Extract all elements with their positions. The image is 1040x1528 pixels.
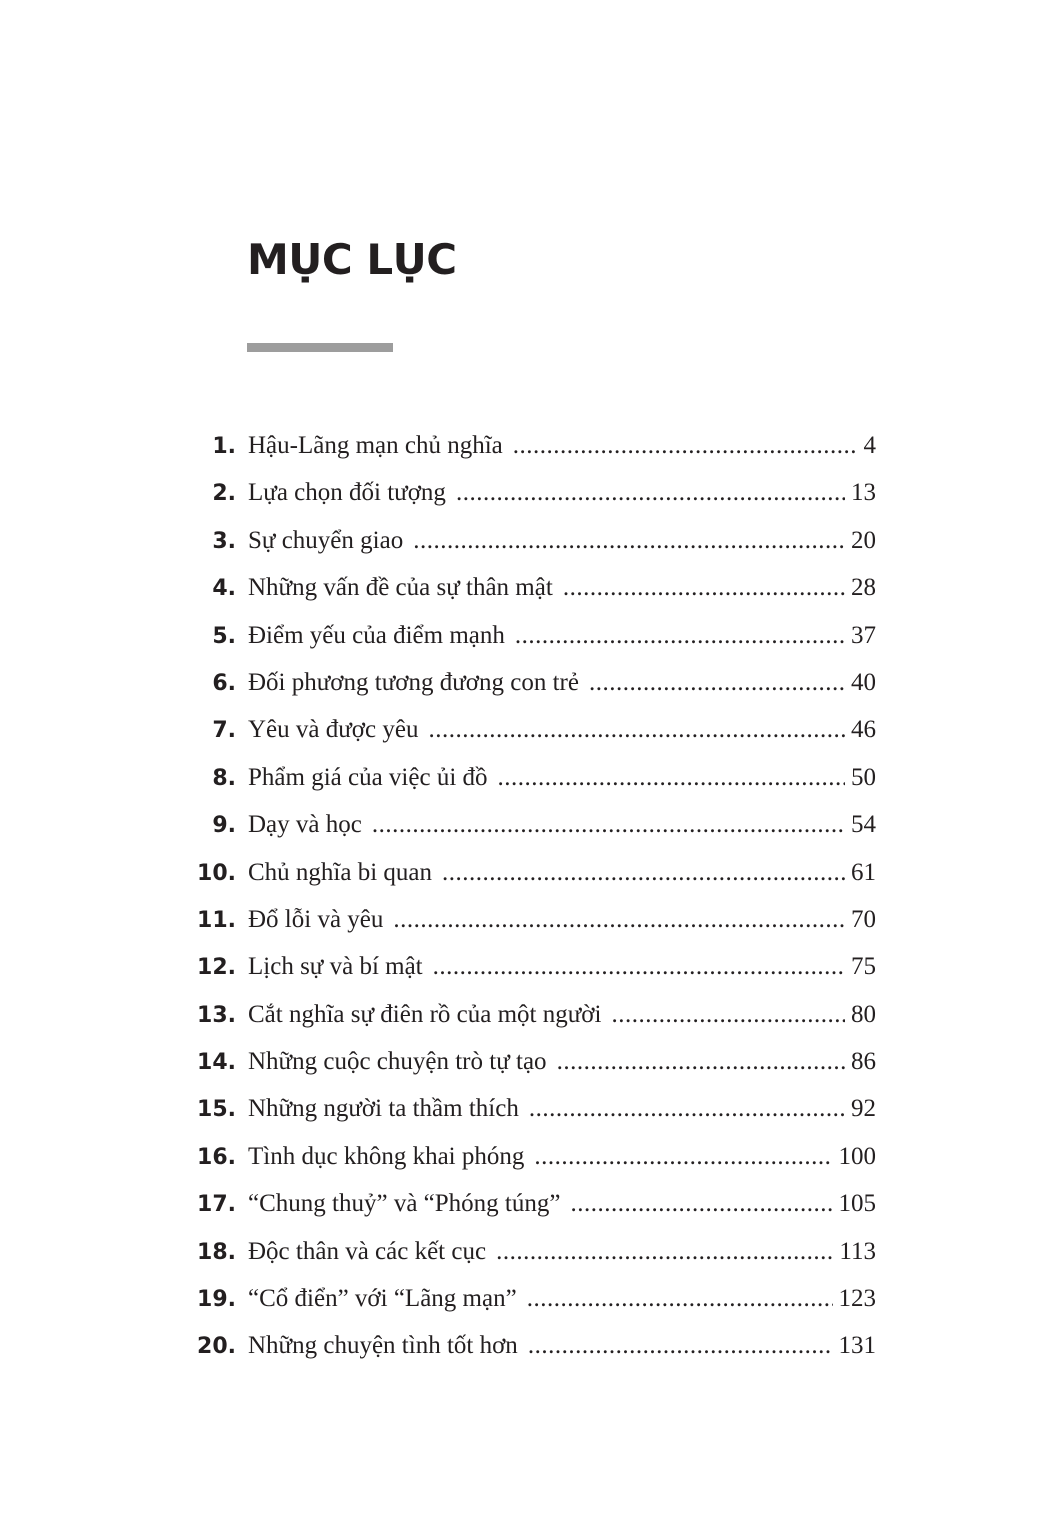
toc-entry[interactable] (180, 1133, 876, 1180)
toc-number: 19. (197, 1287, 236, 1313)
toc-entry[interactable] (180, 1228, 876, 1275)
toc-entry[interactable] (180, 801, 876, 848)
toc-number: 8. (212, 765, 236, 791)
toc-entry[interactable] (180, 517, 876, 564)
toc-page: 46 (851, 716, 876, 744)
toc-page: 105 (838, 1190, 876, 1218)
toc-page: 20 (851, 526, 876, 554)
toc-leader (570, 1180, 832, 1227)
toc-leader (428, 706, 845, 753)
toc-entry[interactable] (180, 706, 876, 753)
toc-title: Độc thân và các kết cục (248, 1237, 487, 1265)
toc-entry[interactable] (180, 1038, 876, 1085)
toc-entry[interactable] (180, 991, 876, 1038)
toc-title: Phẩm giá của việc ủi đồ (248, 763, 488, 791)
toc-leader (498, 754, 845, 801)
toc-leader (372, 801, 845, 848)
toc-title: Những chuyện tình tốt hơn (248, 1332, 518, 1360)
toc-title: Những vấn đề của sự thân mật (248, 574, 553, 602)
toc-entry[interactable] (180, 1275, 876, 1322)
toc-page: 80 (851, 1000, 876, 1028)
toc-leader (496, 1228, 833, 1275)
toc-number: 17. (197, 1192, 236, 1218)
toc-leader (515, 612, 845, 659)
toc-page: 28 (851, 574, 876, 602)
toc-leader (527, 1275, 833, 1322)
page-title: MỤC LỤC (247, 235, 457, 284)
toc-page: 75 (851, 953, 876, 981)
toc-title: Những cuộc chuyện trò tự tạo (248, 1048, 547, 1076)
toc-page: 13 (851, 479, 876, 507)
toc-number: 4. (212, 576, 236, 602)
toc-title: Yêu và được yêu (248, 716, 419, 744)
toc-leader (433, 943, 845, 990)
toc-leader (529, 1085, 845, 1132)
toc-page: 123 (838, 1285, 876, 1313)
toc-title: Chủ nghĩa bi quan (248, 858, 433, 886)
toc-entry[interactable] (180, 943, 876, 990)
toc-title: Những người ta thầm thích (248, 1095, 519, 1123)
toc-leader (528, 1322, 833, 1369)
toc-title: Lựa chọn đối tượng (248, 479, 446, 507)
toc-number: 12. (197, 955, 236, 981)
toc-title: Đối phương tương đương con trẻ (248, 668, 579, 696)
toc-number: 6. (212, 670, 236, 696)
toc-page: 113 (839, 1237, 876, 1265)
toc-leader (393, 896, 845, 943)
toc-entry[interactable] (180, 659, 876, 706)
toc-title: Cắt nghĩa sự điên rồ của một người (248, 1000, 602, 1028)
toc-number: 5. (212, 623, 236, 649)
toc-page: 86 (851, 1048, 876, 1076)
toc-number: 9. (212, 813, 236, 839)
toc-page: 4 (863, 432, 876, 459)
toc-number: 13. (197, 1002, 236, 1028)
toc-page: 54 (851, 811, 876, 839)
toc-title: Tình dục không khai phóng (248, 1142, 525, 1170)
toc-title: Hậu-Lãng mạn chủ nghĩa (248, 432, 503, 459)
toc-leader (456, 469, 845, 516)
toc-title: Lịch sự và bí mật (248, 953, 423, 981)
toc-page: 61 (851, 858, 876, 886)
toc-title: “Chung thuỷ” và “Phóng túng” (248, 1190, 561, 1218)
toc-number: 15. (197, 1097, 236, 1123)
toc-number: 20. (197, 1334, 236, 1360)
toc-leader (589, 659, 845, 706)
toc-entry[interactable] (180, 754, 876, 801)
toc-number: 11. (197, 907, 236, 933)
toc-title: Dạy và học (248, 811, 362, 839)
toc-title: “Cổ điển” với “Lãng mạn” (248, 1285, 517, 1313)
toc-entry[interactable] (180, 1085, 876, 1132)
toc-number: 3. (212, 528, 236, 554)
toc-title: Đổ lỗi và yêu (248, 905, 384, 933)
toc-entry[interactable] (180, 1180, 876, 1227)
toc-number: 18. (197, 1239, 236, 1265)
toc-leader (557, 1038, 845, 1085)
table-of-contents (180, 422, 876, 1370)
toc-entry[interactable] (180, 612, 876, 659)
toc-leader (413, 517, 845, 564)
toc-page: 70 (851, 905, 876, 933)
toc-leader (442, 849, 845, 896)
toc-title: Điểm yếu của điểm mạnh (248, 621, 505, 649)
toc-number: 16. (197, 1144, 236, 1170)
toc-page: 100 (838, 1142, 876, 1170)
toc-leader (611, 991, 845, 1038)
toc-page: 131 (838, 1332, 876, 1360)
toc-number: 7. (212, 718, 236, 744)
toc-title: Sự chuyển giao (248, 526, 404, 554)
toc-page: 50 (851, 763, 876, 791)
toc-leader (563, 564, 845, 611)
toc-number: 2. (212, 481, 236, 507)
toc-number: 14. (197, 1050, 236, 1076)
toc-entry[interactable] (180, 896, 876, 943)
toc-page: 40 (851, 668, 876, 696)
toc-entry[interactable] (180, 469, 876, 516)
toc-entry[interactable] (180, 849, 876, 896)
toc-page: 37 (851, 621, 876, 649)
title-divider (247, 343, 393, 352)
toc-number: 10. (197, 860, 236, 886)
toc-entry[interactable] (180, 564, 876, 611)
toc-leader (534, 1133, 832, 1180)
toc-page: 92 (851, 1095, 876, 1123)
toc-entry[interactable] (180, 422, 876, 469)
toc-number: 1. (212, 434, 236, 459)
toc-entry[interactable] (180, 1322, 876, 1369)
toc-leader (513, 422, 858, 469)
